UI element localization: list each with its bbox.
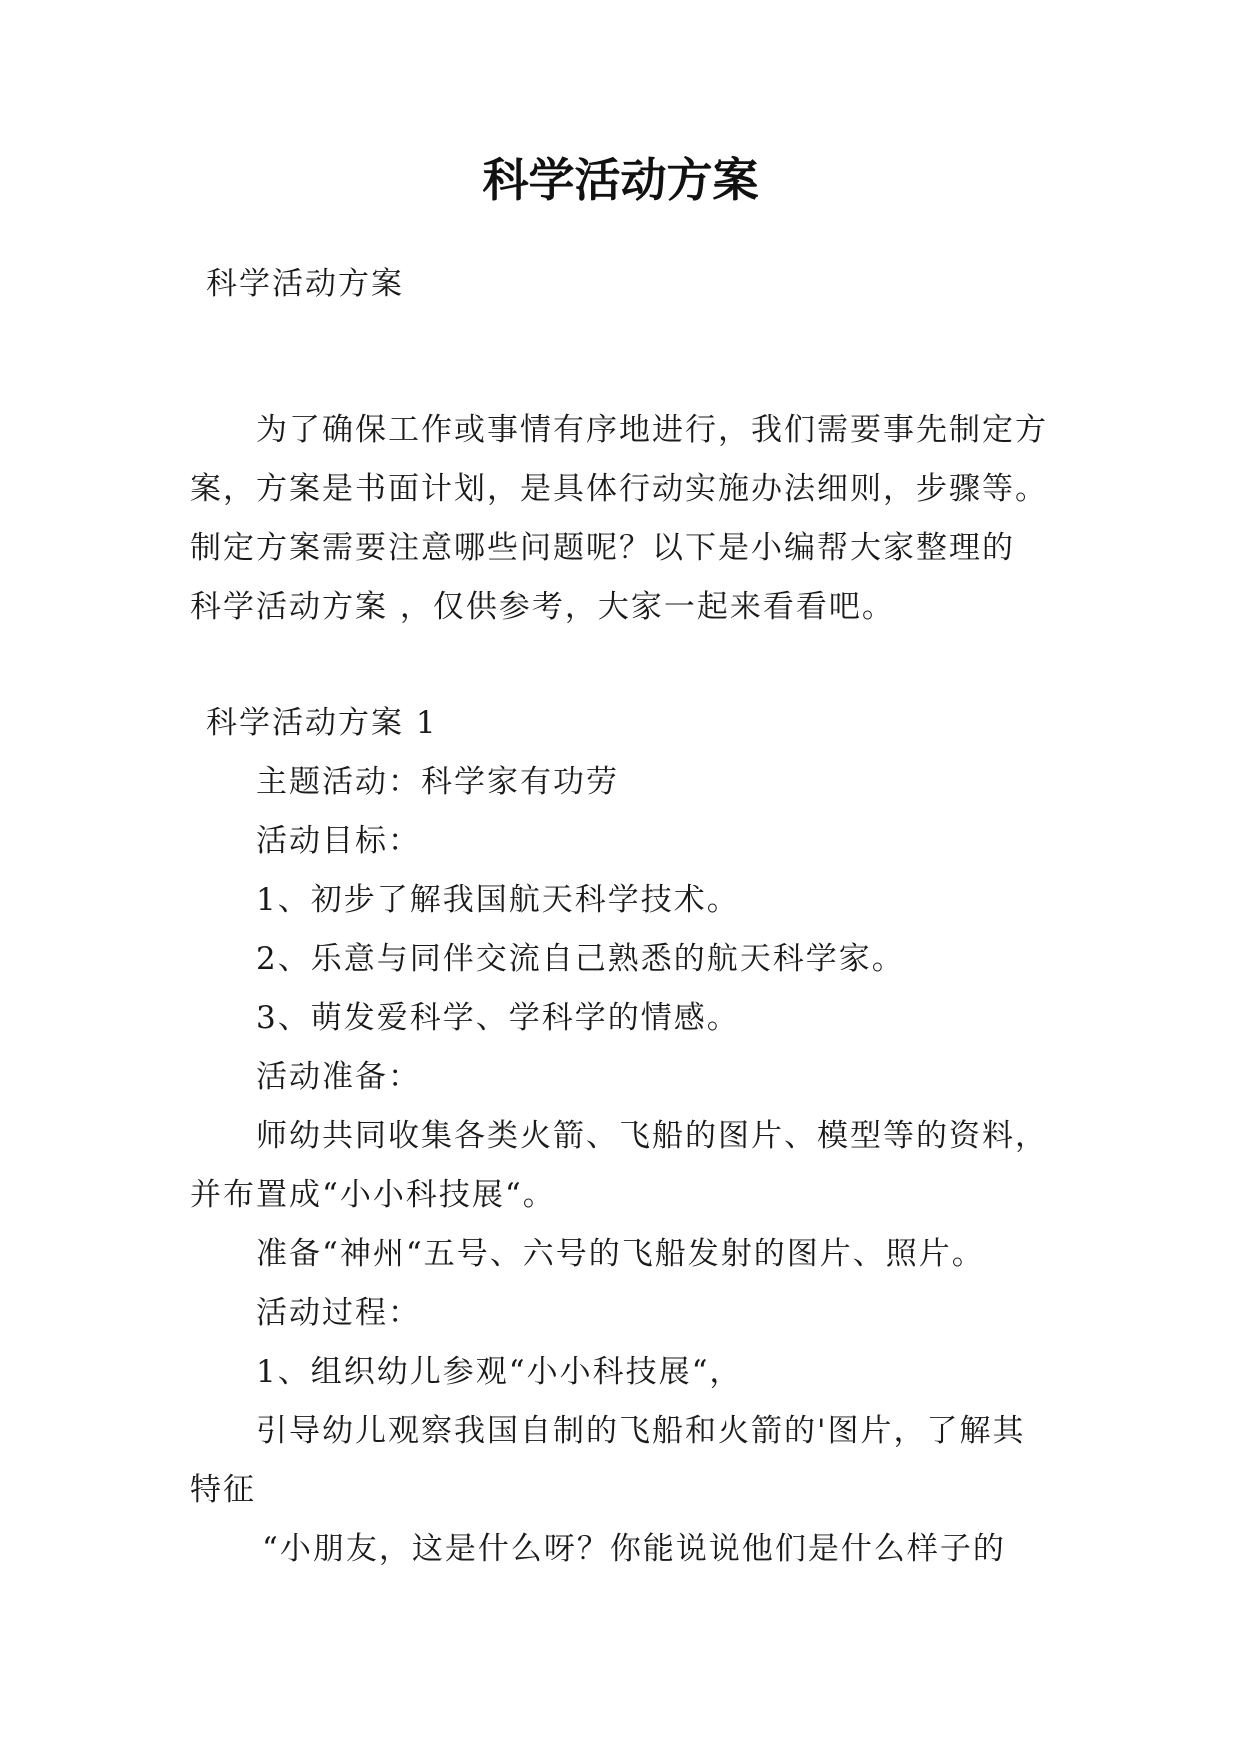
process-line-4: “小朋友，这是什么呀？你能说说他们是什么样子的 <box>262 1531 1006 1567</box>
goal-item-2: 2、乐意与同伴交流自己熟悉的航天科学家。 <box>256 941 905 977</box>
prep-line-1: 师幼共同收集各类火箭、飞船的图片、模型等的资料， <box>256 1118 1048 1154</box>
intro-line-2: 案，方案是书面计划，是具体行动实施办法细则，步骤等。 <box>190 471 1048 507</box>
document-title: 科学活动方案 <box>482 153 759 207</box>
prep-label: 活动准备： <box>256 1059 421 1095</box>
section-heading: 科学活动方案 1 <box>206 705 438 741</box>
process-line-1: 1、组织幼儿参观“小小科技展“， <box>256 1354 743 1390</box>
activity-theme: 主题活动：科学家有功劳 <box>256 764 619 800</box>
process-line-3: 特征 <box>190 1472 256 1508</box>
process-line-2: 引导幼儿观察我国自制的飞船和火箭的'图片，了解其 <box>256 1413 1026 1449</box>
document-subtitle: 科学活动方案 <box>206 266 404 302</box>
intro-line-3: 制定方案需要注意哪些问题呢？以下是小编帮大家整理的 <box>190 530 1015 566</box>
intro-line-1: 为了确保工作或事情有序地进行，我们需要事先制定方 <box>256 412 1048 448</box>
goal-item-3: 3、萌发爱科学、学科学的情感。 <box>256 1000 740 1036</box>
process-label: 活动过程： <box>256 1295 421 1331</box>
prep-line-3: 准备“神州“五号、六号的飞船发射的图片、照片。 <box>256 1236 985 1272</box>
goal-item-1: 1、初步了解我国航天科学技术。 <box>256 882 740 918</box>
intro-line-4: 科学活动方案 ，仅供参考，大家一起来看看吧。 <box>190 589 895 625</box>
goals-label: 活动目标： <box>256 823 421 859</box>
prep-line-2: 并布置成“小小科技展“。 <box>190 1177 556 1213</box>
